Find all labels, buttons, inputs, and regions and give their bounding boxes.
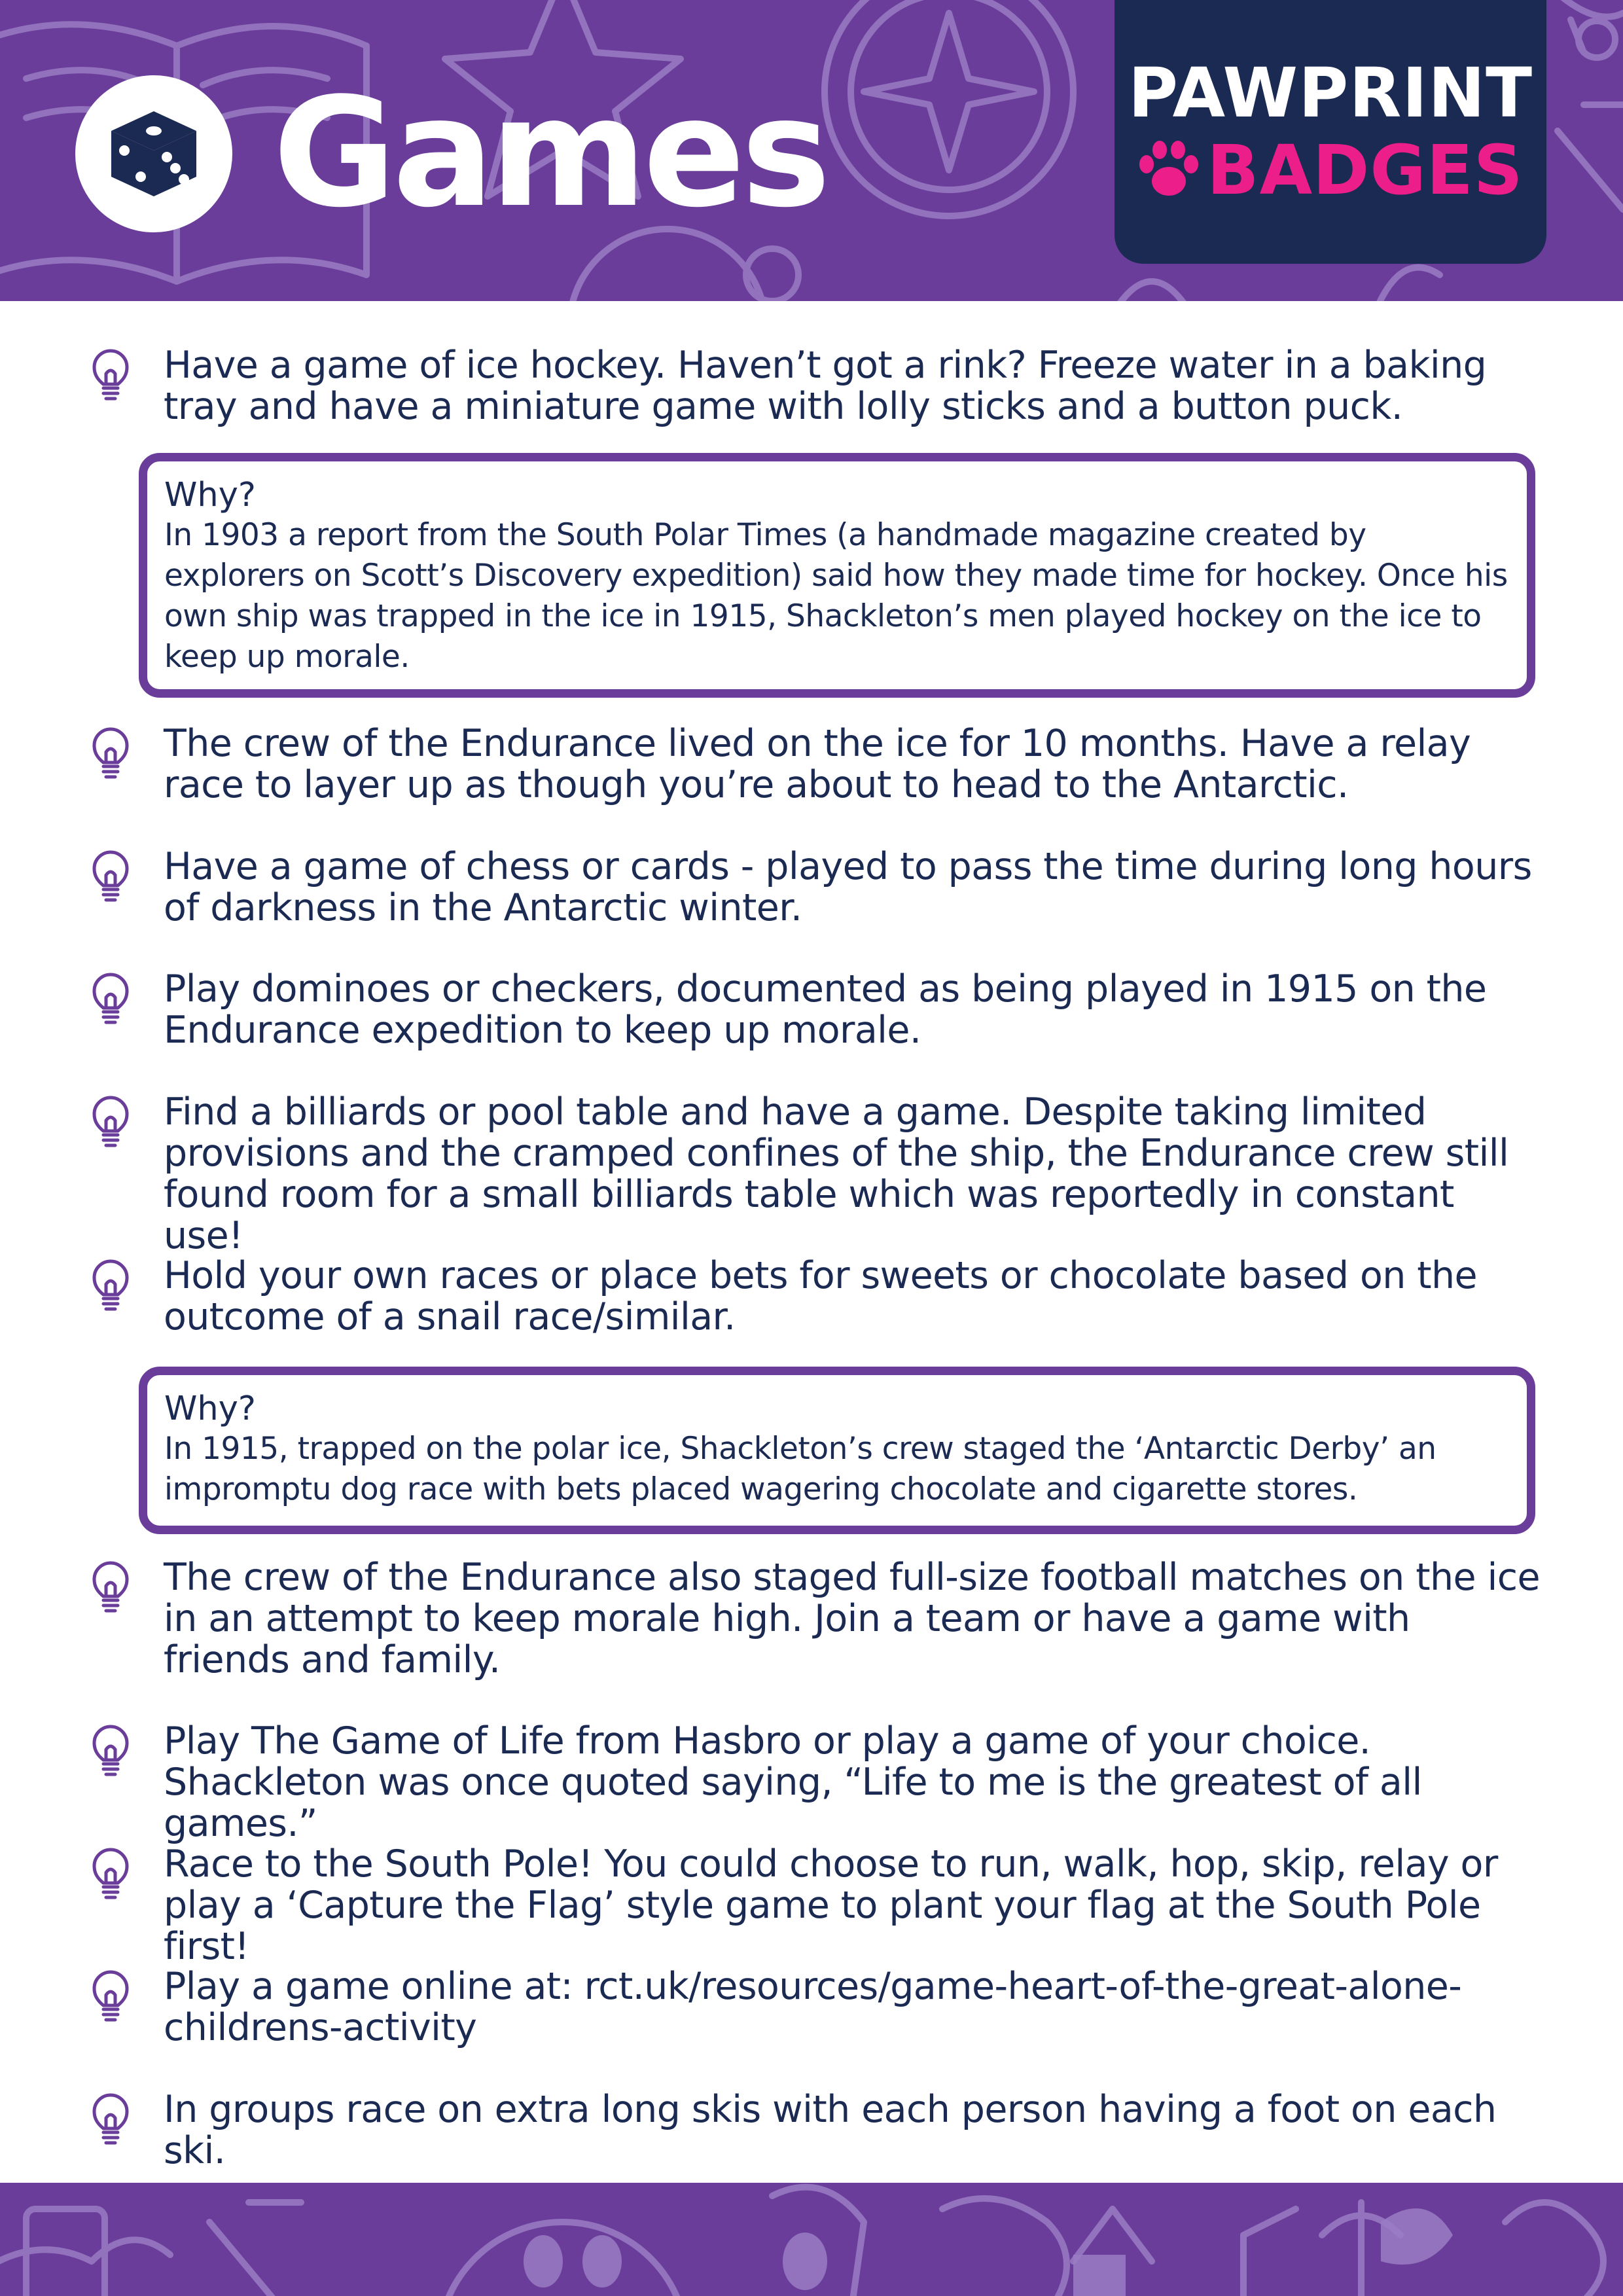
lightbulb-icon xyxy=(92,1846,130,1903)
item-text: The crew of the Endurance also staged full-size football matches on the ice in an attempt to keep morale high. Join a team or have a game with friends and family. xyxy=(164,1556,1540,1681)
lightbulb-icon xyxy=(92,1723,130,1780)
list-item xyxy=(92,1255,1544,1338)
logo-text-badges: BADGES xyxy=(1207,130,1524,210)
item-text: Have a game of chess or cards - played to pass the time during long hours of darkness in the Antarctic winter. xyxy=(164,845,1532,929)
why-title: Why? xyxy=(164,476,257,514)
lightbulb-icon xyxy=(92,1258,130,1314)
item-text: Play dominoes or checkers, documented as being played in 1915 on the Endurance expedition to keep up morale. xyxy=(164,967,1487,1052)
title-group xyxy=(75,66,827,241)
item-text: In groups race on extra long skis with each person having a foot on each ski. xyxy=(164,2088,1497,2172)
lightbulb-icon xyxy=(92,849,130,905)
header-banner xyxy=(0,0,1623,301)
item-text: Have a game of ice hockey. Haven’t got a rink? Freeze water in a baking tray and have a miniature game with lolly sticks and a button puck. xyxy=(164,344,1487,428)
dice-icon xyxy=(75,75,232,232)
list-item xyxy=(92,723,1544,806)
why-box xyxy=(139,1367,1535,1534)
list-item xyxy=(92,846,1544,929)
list-item xyxy=(92,969,1544,1051)
list-item xyxy=(92,1557,1544,1681)
lightbulb-icon xyxy=(92,1969,130,2025)
lightbulb-icon xyxy=(92,348,130,404)
lightbulb-icon xyxy=(92,2092,130,2148)
why-body: In 1903 a report from the South Polar Times (a handmade magazine created by explorers on Scott’s Discovery expedition) said how they made time for hockey. Once his own ship was trapped in the ice in 1915, Shackleton’s men played hockey on the ice to keep up morale. xyxy=(164,517,1508,675)
pawprint-badges-logo xyxy=(1115,0,1546,264)
item-text: Hold your own races or place bets for sweets or chocolate based on the outcome of a snail race/similar. xyxy=(164,1254,1478,1338)
list-item xyxy=(92,1966,1544,2049)
decorative-pattern xyxy=(0,2183,1623,2296)
list-item xyxy=(92,1721,1544,1844)
item-text: The crew of the Endurance lived on the ice for 10 months. Have a relay race to layer up as though you’re about to head to the Antarctic. xyxy=(164,722,1471,806)
why-body: In 1915, trapped on the polar ice, Shackleton’s crew staged the ‘Antarctic Derby’ an impromptu dog race with bets placed wagering chocolate and cigarette stores. xyxy=(164,1431,1436,1507)
lightbulb-icon xyxy=(92,971,130,1028)
list-item xyxy=(92,1844,1544,1967)
logo-text-pawprint: PAWPRINT xyxy=(1128,53,1533,134)
list-item xyxy=(92,345,1544,427)
why-title: Why? xyxy=(164,1390,257,1428)
why-box xyxy=(139,453,1535,698)
logo-line-badges xyxy=(1137,130,1524,210)
lightbulb-icon xyxy=(92,726,130,782)
lightbulb-icon xyxy=(92,1094,130,1151)
footer-banner xyxy=(0,2183,1623,2296)
item-text: Play a game online at: rct.uk/resources/game-heart-of-the-great-alone-childrens-activity xyxy=(164,1965,1462,2049)
item-text: Find a billiards or pool table and have a game. Despite taking limited provisions and the cramped confines of the ship, the Endurance crew still found room for a small billiards table which was reportedly in constant use! xyxy=(164,1090,1509,1257)
list-item xyxy=(92,1092,1544,1257)
page-title: Games xyxy=(273,66,827,241)
item-text: Play The Game of Life from Hasbro or play a game of your choice. Shackleton was once quoted saying, “Life to me is the greatest of all games.” xyxy=(164,1719,1422,1845)
item-text: Race to the South Pole! You could choose to run, walk, hop, skip, relay or play a ‘Capture the Flag’ style game to plant your flag at the South Pole first! xyxy=(164,1842,1498,1968)
lightbulb-icon xyxy=(92,1560,130,1616)
list-item xyxy=(92,2089,1544,2172)
paw-icon xyxy=(1137,141,1200,200)
